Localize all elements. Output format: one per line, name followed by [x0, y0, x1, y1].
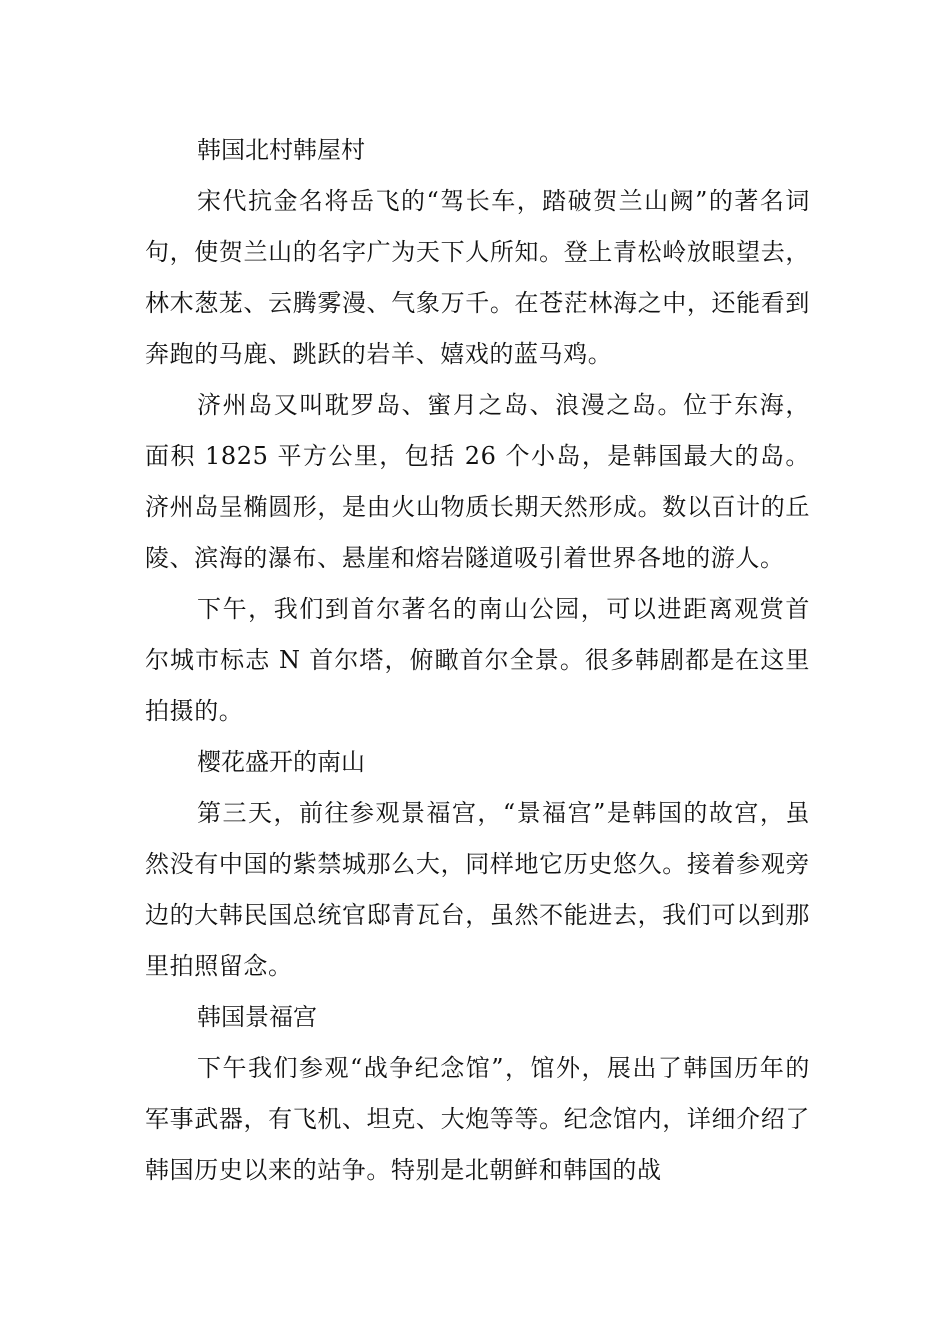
- paragraph-namsan-park: 下午，我们到首尔著名的南山公园，可以进距离观赏首尔城市标志 N 首尔塔，俯瞰首尔全景。很多韩剧都是在这里拍摄的。: [145, 595, 810, 725]
- caption-namsan-cherry-blossoms: 樱花盛开的南山: [197, 748, 365, 776]
- caption-bukchon-hanok-village: 韩国北村韩屋村: [197, 136, 365, 164]
- paragraph-gyeongbokgung: 第三天，前往参观景福宫，“景福宫”是韩国的故宫，虽然没有中国的紫禁城那么大，同样地它历史悠久。接着参观旁边的大韩民国总统官邸青瓦台，虽然不能进去，我们可以到那里拍照留念。: [145, 799, 810, 980]
- paragraph-helan-mountain: 宋代抗金名将岳飞的“驾长车，踏破贺兰山阙”的著名词句，使贺兰山的名字广为天下人所知。登上青松岭放眼望去，林木葱茏、云腾雾漫、气象万千。在苍茫林海之中，还能看到奔跑的马鹿、跳跃的岩羊、嬉戏的蓝马鸡。: [145, 187, 810, 368]
- paragraph-war-memorial: 下午我们参观“战争纪念馆”，馆外，展出了韩国历年的军事武器，有飞机、坦克、大炮等等。纪念馆内，详细介绍了韩国历史以来的站争。特别是北朝鲜和韩国的战: [145, 1054, 810, 1184]
- paragraph-jeju-island: 济州岛又叫耽罗岛、蜜月之岛、浪漫之岛。位于东海，面积 1825 平方公里，包括 26 个小岛，是韩国最大的岛。济州岛呈椭圆形，是由火山物质长期天然形成。数以百计的丘陵、滨海的瀑布、悬崖和熔岩隧道吸引着世界各地的游人。: [145, 391, 810, 572]
- caption-gyeongbokgung: 韩国景福宫: [197, 1003, 317, 1031]
- document-body: [145, 125, 810, 1196]
